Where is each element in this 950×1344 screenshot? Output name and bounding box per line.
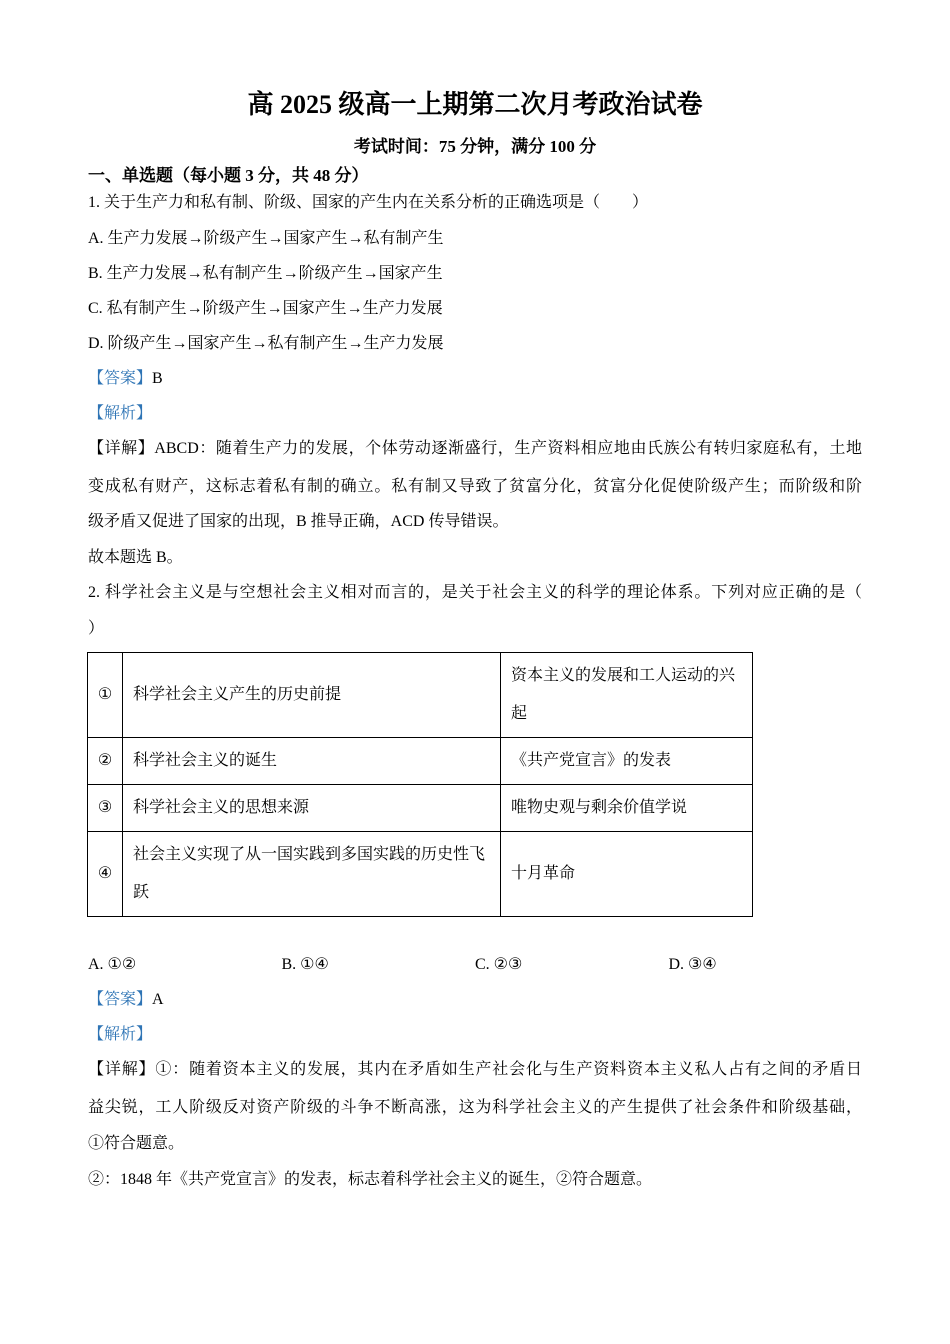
question-2-option-b: B. ①④ xyxy=(281,956,329,973)
question-1-option-c: C. 私有制产生→阶级产生→国家产生→生产力发展 xyxy=(88,300,443,317)
table-cell-item: 科学社会主义的思想来源 xyxy=(123,785,501,832)
question-2-answer xyxy=(88,988,862,1012)
question-1-conclusion: 故本题选 B。 xyxy=(88,549,183,566)
table-cell-item: 社会主义实现了从一国实践到多国实践的历史性飞跃 xyxy=(123,832,501,917)
question-1-option-b: B. 生产力发展→私有制产生→阶级产生→国家产生 xyxy=(88,265,443,282)
section-heading: 一、单选题（每小题 3 分，共 48 分） xyxy=(88,166,369,185)
table-cell-match: 《共产党宣言》的发表 xyxy=(501,738,753,785)
table-row xyxy=(88,653,753,738)
table-cell-item: 科学社会主义产生的历史前提 xyxy=(123,653,501,738)
question-2-detail-line: ①符合题意。 xyxy=(88,1135,185,1152)
question-2-option-a: A. ①② xyxy=(88,956,137,973)
table-cell-number: ④ xyxy=(88,832,123,917)
question-2-table xyxy=(87,652,753,917)
question-2-option-c: C. ②③ xyxy=(475,956,523,973)
question-1-option-d: D. 阶级产生→国家产生→私有制产生→生产力发展 xyxy=(88,335,444,352)
table-row xyxy=(88,785,753,832)
question-2-analysis-label xyxy=(88,1023,862,1047)
table-cell-match: 资本主义的发展和工人运动的兴起 xyxy=(501,653,753,738)
exam-title: 高 2025 级高一上期第二次月考政治试卷 xyxy=(247,90,703,119)
table-row xyxy=(88,832,753,917)
question-1-stem: 1. 关于生产力和私有制、阶级、国家的产生内在关系分析的正确选项是（ ） xyxy=(88,194,649,211)
question-1-answer xyxy=(88,367,862,391)
question-1-analysis-label xyxy=(88,402,862,426)
question-2-detail-point-2: ②：1848 年《共产党宣言》的发表，标志着科学社会主义的诞生，②符合题意。 xyxy=(88,1171,653,1188)
question-2-detail-line: 【详解】①：随着资本主义的发展，其内在矛盾如生产社会化与生产资料资本主义私人占有之间的矛盾日 xyxy=(88,1061,862,1078)
table-cell-match: 唯物史观与剩余价值学说 xyxy=(501,785,753,832)
analysis-label: 【解析】 xyxy=(88,405,153,422)
analysis-label: 【解析】 xyxy=(88,1026,153,1043)
question-2-options xyxy=(88,953,864,977)
answer-value: B xyxy=(152,370,163,387)
question-1-detail-line: 【详解】ABCD：随着生产力的发展，个体劳动逐渐盛行，生产资料相应地由氏族公有转归家庭私有，土地 xyxy=(88,440,862,457)
answer-label: 【答案】 xyxy=(88,991,153,1008)
question-2-option-d: D. ③④ xyxy=(668,956,717,973)
table-cell-number: ① xyxy=(88,653,123,738)
question-2-stem-line: 2. 科学社会主义是与空想社会主义相对而言的，是关于社会主义的科学的理论体系。下列对应正确的是（ xyxy=(88,584,862,601)
question-1-detail-line: 级矛盾又促进了国家的出现，B 推导正确，ACD 传导错误。 xyxy=(88,513,509,530)
exam-subtitle: 考试时间：75 分钟，满分 100 分 xyxy=(353,137,597,156)
table-cell-number: ② xyxy=(88,738,123,785)
table-row xyxy=(88,738,753,785)
question-1-detail-line: 变成私有财产，这标志着私有制的确立。私有制又导致了贫富分化，贫富分化促使阶级产生；而阶级和阶 xyxy=(88,478,862,495)
table-cell-item: 科学社会主义的诞生 xyxy=(123,738,501,785)
question-2-detail-line: 益尖锐，工人阶级反对资产阶级的斗争不断高涨，这为科学社会主义的产生提供了社会条件和阶级基础， xyxy=(88,1099,862,1116)
answer-value: A xyxy=(152,991,164,1008)
table-cell-number: ③ xyxy=(88,785,123,832)
question-2-stem-line: ） xyxy=(88,620,105,637)
question-1-option-a: A. 生产力发展→阶级产生→国家产生→私有制产生 xyxy=(88,230,444,247)
answer-label: 【答案】 xyxy=(88,370,153,387)
table-cell-match: 十月革命 xyxy=(501,832,753,917)
